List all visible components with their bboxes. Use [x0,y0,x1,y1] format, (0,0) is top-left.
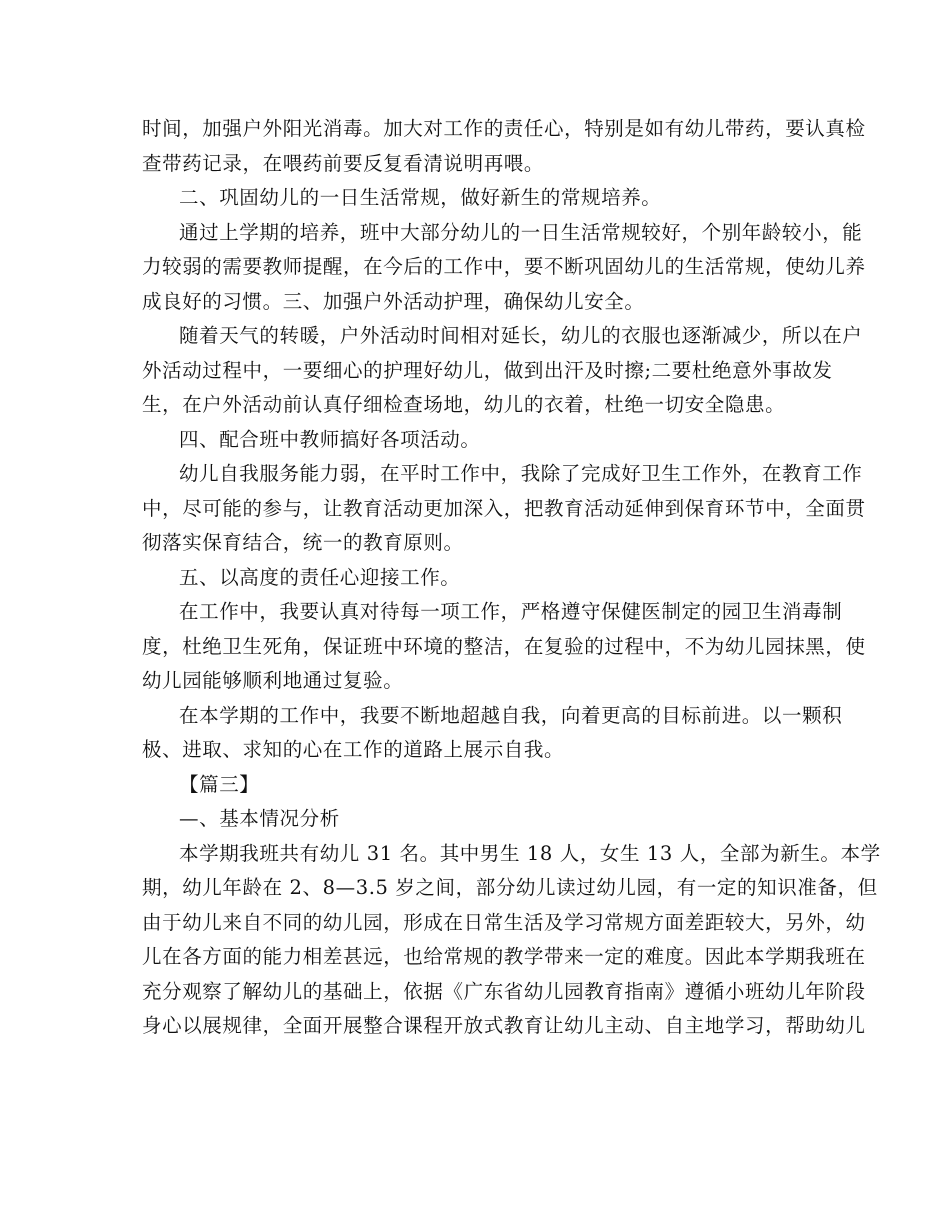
text-line: 查带药记录，在喂药前要反复看清说明再喂。 [142,151,545,175]
text-line: 生，在户外活动前认真仔细检查场地，幼儿的衣着，杜绝一切安全隐患。 [142,393,786,416]
text-line: 极、进取、求知的心在工作的道路上展示自我。 [142,738,565,761]
text-line: 度，杜绝卫生死角，保证班中环境的整洁，在复验的过程中，不为幼儿园抹黑，使 [142,634,866,658]
text-line: 身心以展规律，全面开展整合课程开放式教育让幼儿主动、自主地学习，帮助幼儿 [142,1014,866,1037]
text-line: 期，幼儿年龄在 2、8—3.5 岁之间，部分幼儿读过幼儿园，有一定的知识准备，但 [142,876,878,899]
text-line: 幼儿自我服务能力弱，在平时工作中，我除了完成好卫生工作外，在教育工作 [179,462,863,485]
section-heading: 四、配合班中教师搞好各项活动。 [179,427,481,451]
text-line: 本学期我班共有幼儿 31 名。其中男生 18 人，女生 13 人，全部为新生。本学 [179,841,881,865]
text-line: 成良好的习惯。三、加强户外活动护理，确保幼儿安全。 [142,289,645,313]
text-line: 充分观察了解幼儿的基础上，依据《广东省幼儿园教育指南》遵循小班幼儿年阶段 [142,979,866,1003]
text-line: 彻落实保育结合，统一的教育原则。 [142,531,464,554]
chapter-title: 【篇三】 [179,772,260,796]
text-line: 幼儿园能够顺利地通过复验。 [142,669,404,692]
text-line: 儿在各方面的能力相差甚远，也给常规的教学带来一定的难度。因此本学期我班在 [142,945,866,968]
text-line: 外活动过程中，一要细心的护理好幼儿，做到出汗及时擦;二要杜绝意外事故发 [142,358,833,382]
text-line: 在工作中，我要认真对待每一项工作，严格遵守保健医制定的园卫生消毒制 [179,600,843,623]
text-line: 力较弱的需要教师提醒，在今后的工作中，要不断巩固幼儿的生活常规，使幼儿养 [142,255,866,278]
document-body [142,112,881,1044]
text-line: 在本学期的工作中，我要不断地超越自我，向着更高的目标前进。以一颗积 [179,703,843,727]
text-line: 随着天气的转暖，户外活动时间相对延长，幼儿的衣服也逐渐减少，所以在户 [179,324,863,347]
text-line: 由于幼儿来自不同的幼儿园，形成在日常生活及学习常规方面差距较大，另外，幼 [142,910,866,934]
text-line: 时间，加强户外阳光消毒。加大对工作的责任心，特别是如有幼儿带药，要认真检 [142,117,866,140]
text-line: 中，尽可能的参与，让教育活动更加深入，把教育活动延伸到保育环节中，全面贯 [142,496,866,520]
text-line: 通过上学期的培养，班中大部分幼儿的一日生活常规较好，个别年龄较小，能 [179,220,863,244]
section-heading: 五、以高度的责任心迎接工作。 [179,565,461,589]
section-heading: —、基本情况分析 [179,807,340,830]
section-heading: 二、巩固幼儿的一日生活常规，做好新生的常规培养。 [179,186,662,209]
